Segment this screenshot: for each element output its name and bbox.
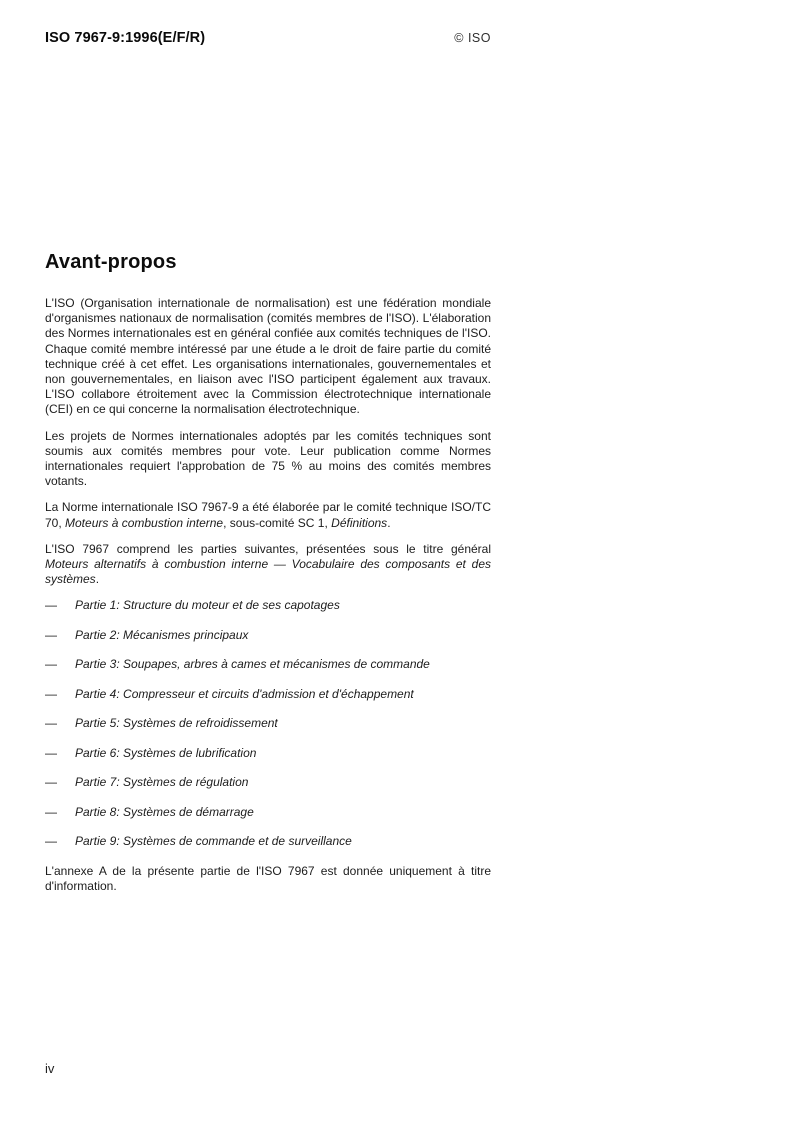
list-item (45, 775, 491, 790)
document-reference: ISO 7967-9:1996(E/F/R) (45, 30, 206, 46)
dash-marker: — (45, 745, 57, 760)
dash-marker: — (45, 627, 57, 642)
dash-marker: — (45, 716, 57, 731)
paragraph-iso-intro: L'ISO (Organisation internationale de normalisation) est une fédération mondiale d'organismes nationaux de normalisation (comités membres de l'ISO). L'élaboration des Normes internationales est en général confiée aux comités techniques de l'ISO. Chaque comité membre intéressé par une étude a le droit de faire partie du comité technique créé à cet effet. Les organisations internationales, gouvernementales et non gouvernementales, en liaison avec l'ISO participent également aux travaux. L'ISO collabore étroitement avec la Commission électrotechnique internationale (CEI) en ce qui concerne la normalisation électrotechnique. (45, 296, 491, 417)
list-item-label: Partie 8: Systèmes de démarrage (75, 804, 254, 819)
foreword-section (45, 251, 491, 905)
list-item-label: Partie 7: Systèmes de régulation (75, 775, 249, 790)
dash-marker: — (45, 598, 57, 613)
list-item (45, 805, 491, 820)
dash-marker: — (45, 686, 57, 701)
list-item-label: Partie 2: Mécanismes principaux (75, 627, 249, 642)
paragraph-series-title: L'ISO 7967 comprend les parties suivantes, présentées sous le titre général Moteurs alternatifs à combustion interne — Vocabulaire des composants et des systèmes. (45, 541, 491, 587)
list-item-label: Partie 1: Structure du moteur et de ses capotages (75, 598, 340, 613)
list-item (45, 834, 491, 849)
list-item (45, 657, 491, 672)
list-item-label: Partie 9: Systèmes de commande et de surveillance (75, 834, 352, 849)
paragraph-annex-note: L'annexe A de la présente partie de l'ISO 7967 est donnée uniquement à titre d'information. (45, 863, 491, 894)
dash-marker: — (45, 775, 57, 790)
list-item (45, 746, 491, 761)
list-item (45, 687, 491, 702)
list-item-label: Partie 5: Systèmes de refroidissement (75, 716, 278, 731)
page-number: iv (45, 1061, 55, 1076)
paragraph-voting: Les projets de Normes internationales adoptés par les comités techniques sont soumis aux comités membres pour vote. Leur publication comme Normes internationales requiert l'approbation de 75 % au moins des comités membres votants. (45, 428, 491, 489)
parts-list (45, 598, 491, 849)
page-header (45, 30, 491, 46)
list-item-label: Partie 4: Compresseur et circuits d'admission et d'échappement (75, 686, 414, 701)
list-item-label: Partie 6: Systèmes de lubrification (75, 745, 257, 760)
dash-marker: — (45, 804, 57, 819)
dash-marker: — (45, 834, 57, 849)
dash-marker: — (45, 657, 57, 672)
paragraph-committee: La Norme internationale ISO 7967-9 a été élaborée par le comité technique ISO/TC 70, Moteurs à combustion interne, sous-comité SC 1, Définitions. (45, 500, 491, 530)
list-item (45, 598, 491, 613)
list-item-label: Partie 3: Soupapes, arbres à cames et mécanismes de commande (75, 657, 430, 672)
copyright-notice: © ISO (454, 31, 491, 45)
page-title: Avant-propos (45, 251, 177, 273)
list-item (45, 716, 491, 731)
list-item (45, 628, 491, 643)
